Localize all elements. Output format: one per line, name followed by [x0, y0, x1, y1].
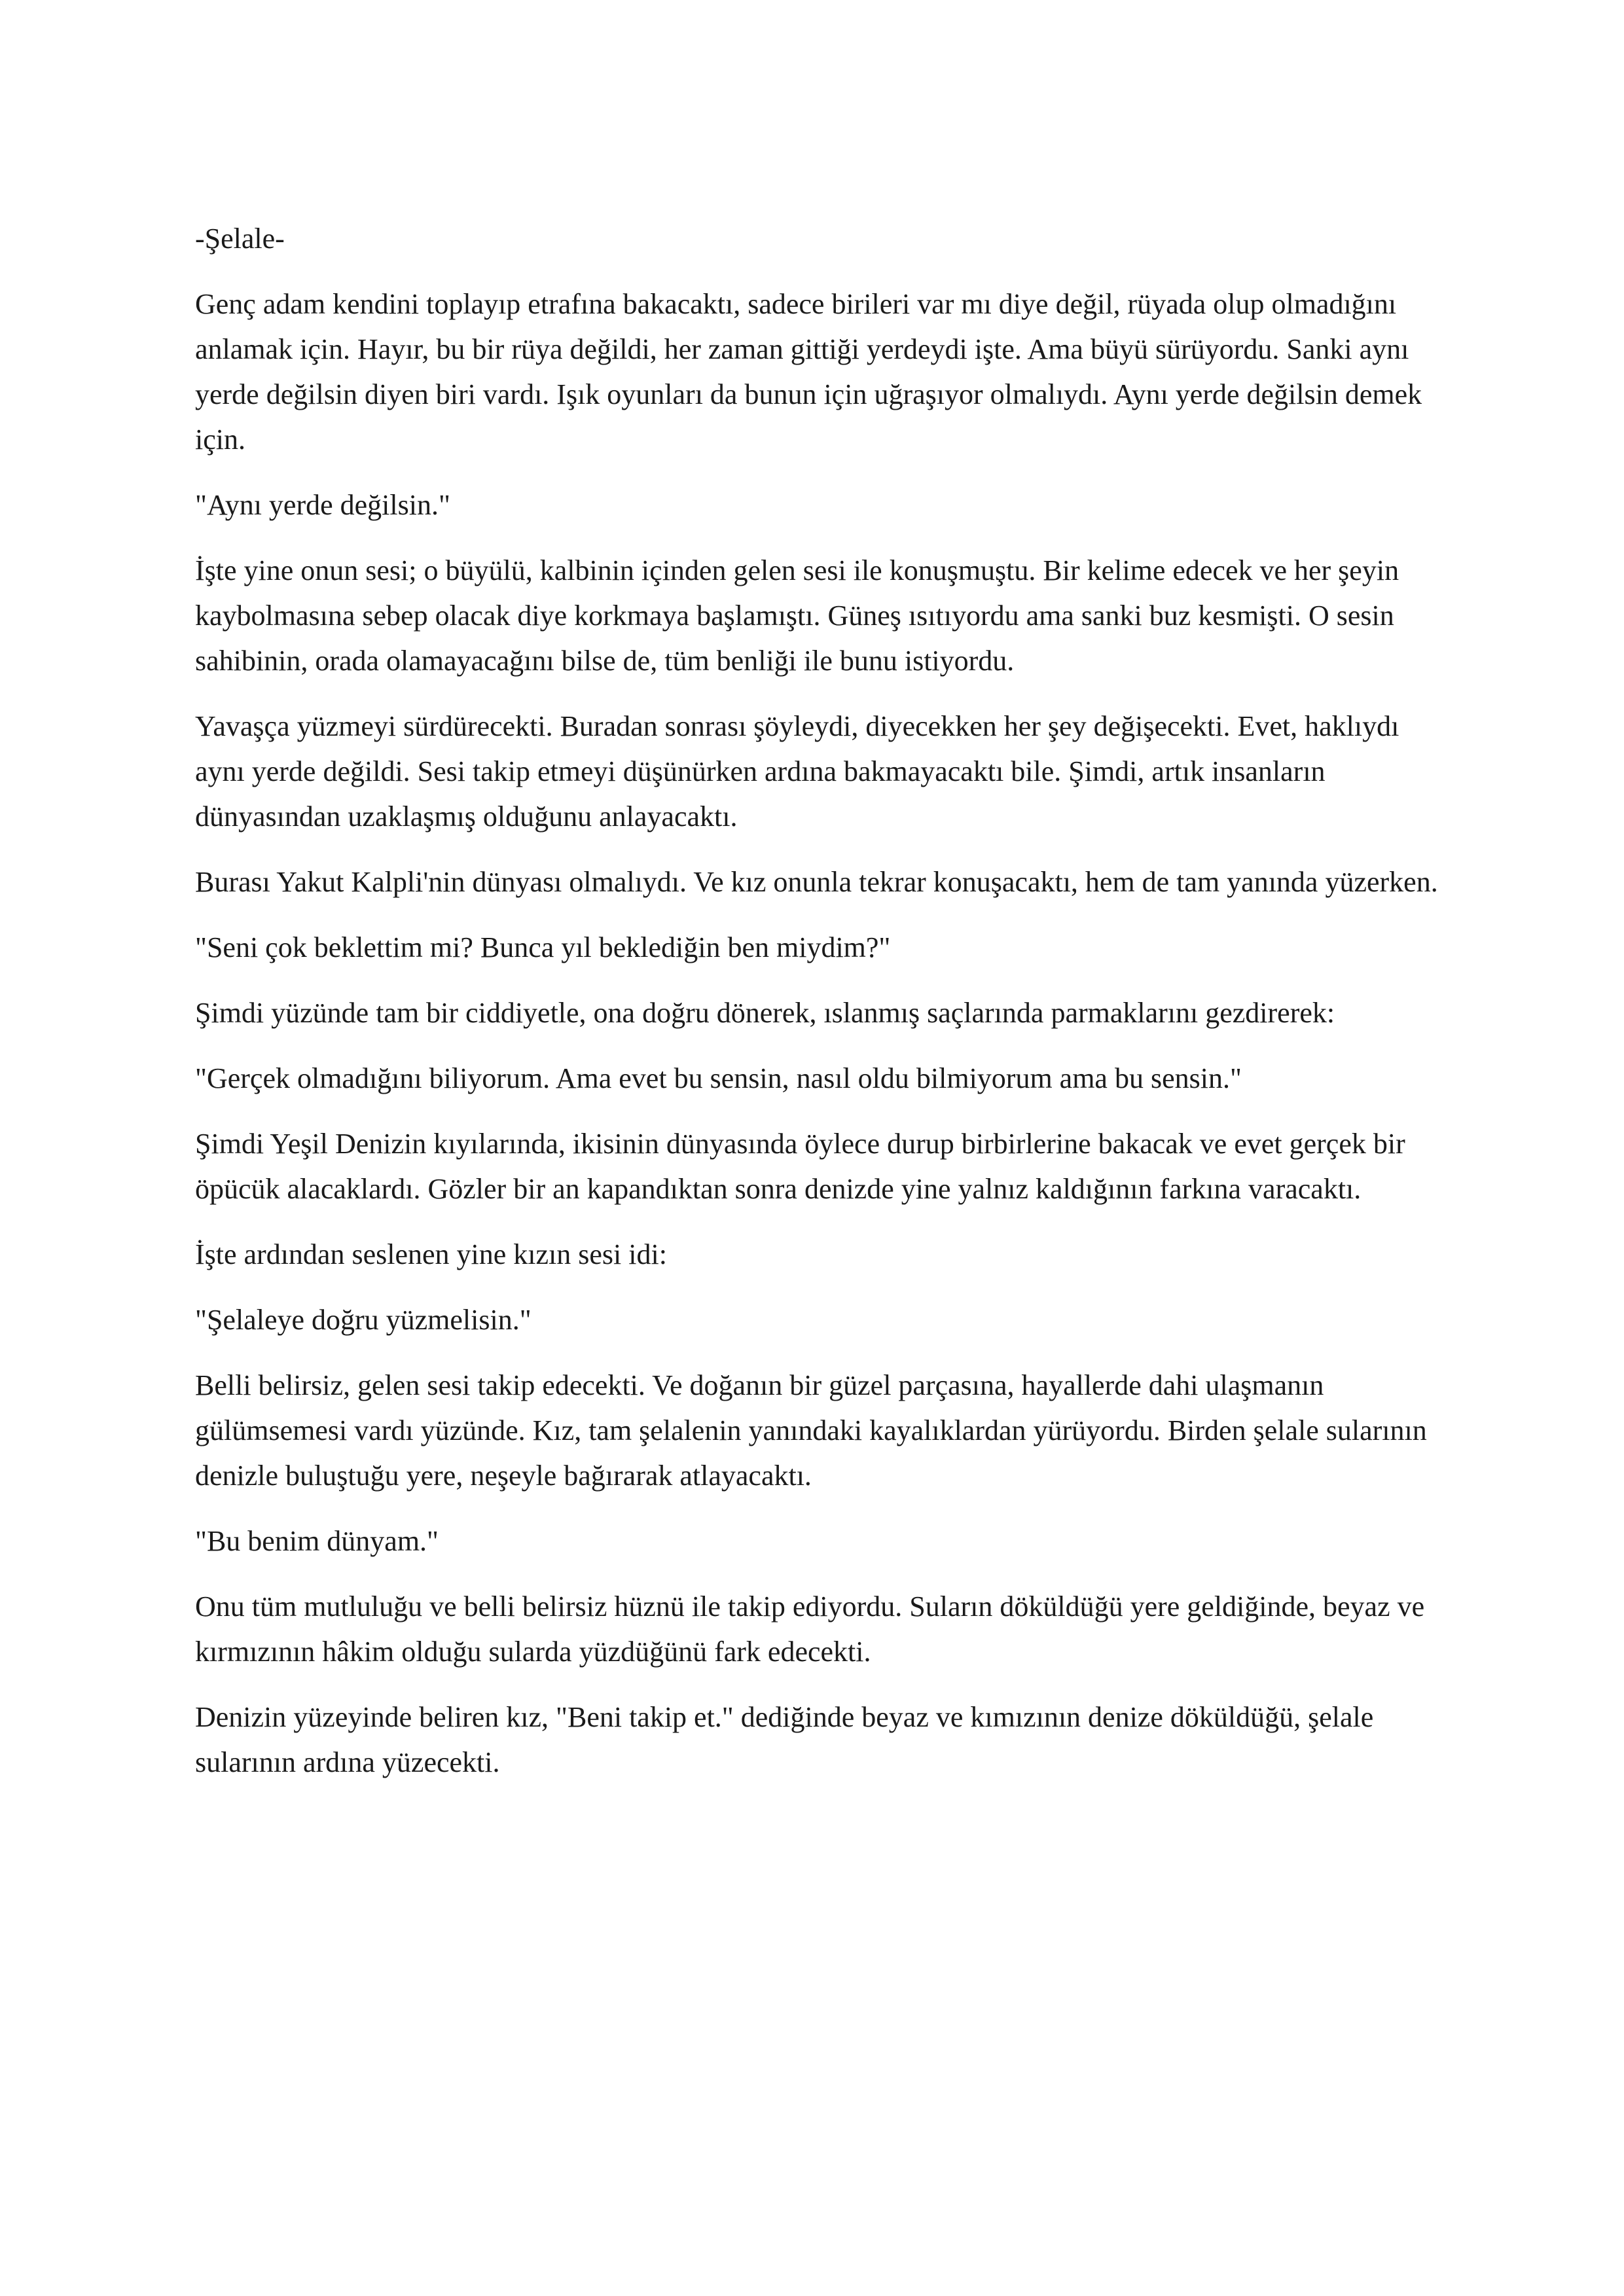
document-title: -Şelale-: [195, 223, 285, 255]
document-body: [195, 216, 1439, 1805]
paragraph-3: İşte yine onun sesi; o büyülü, kalbinin içinden gelen sesi ile konuşmuştu. Bir kelime edecek ve her şeyin kaybolmasına sebep olacak diye korkmaya başlamıştı. Güneş ısıtıyordu ama sanki buz kesmişti. O sesin sahibinin, orada olamayacağını bilse de, tüm benliği ile bunu istiyordu.: [195, 554, 1399, 677]
paragraph-8: "Gerçek olmadığını biliyorum. Ama evet bu sensin, nasıl oldu bilmiyorum ama bu sensin.": [195, 1062, 1242, 1094]
paragraph-4: Yavaşça yüzmeyi sürdürecekti. Buradan sonrası şöyleydi, diyecekken her şey değişecekti. Evet, haklıydı aynı yerde değildi. Sesi takip etmeyi düşünürken ardına bakmayacaktı bile. Şimdi, artık insanların dünyasından uzaklaşmış olduğunu anlayacaktı.: [195, 710, 1399, 833]
paragraph-10: İşte ardından seslenen yine kızın sesi idi:: [195, 1238, 667, 1270]
paragraph-6: "Seni çok beklettim mi? Bunca yıl beklediğin ben miydim?": [195, 931, 891, 963]
paragraph-7: Şimdi yüzünde tam bir ciddiyetle, ona doğru dönerek, ıslanmış saçlarında parmaklarını gezdirerek:: [195, 997, 1335, 1029]
paragraph-11: "Şelaleye doğru yüzmelisin.": [195, 1304, 532, 1336]
paragraph-9: Şimdi Yeşil Denizin kıyılarında, ikisinin dünyasında öylece durup birbirlerine bakacak ve evet gerçek bir öpücük alacaklardı. Gözler bir an kapandıktan sonra denizde yine yalnız kaldığının farkına varacaktı.: [195, 1128, 1405, 1205]
paragraph-12: Belli belirsiz, gelen sesi takip edecekti. Ve doğanın bir güzel parçasına, hayallerde dahi ulaşmanın gülümsemesi vardı yüzünde. Kız, tam şelalenin yanındaki kayalıklardan yürüyordu. Birden şelale sularının denizle buluştuğu yere, neşeyle bağırarak atlayacaktı.: [195, 1369, 1427, 1492]
paragraph-5: Burası Yakut Kalpli'nin dünyası olmalıydı. Ve kız onunla tekrar konuşacaktı, hem de tam yanında yüzerken.: [195, 866, 1438, 898]
paragraph-13: "Bu benim dünyam.": [195, 1525, 439, 1557]
paragraph-14: Onu tüm mutluluğu ve belli belirsiz hüznü ile takip ediyordu. Suların döküldüğü yere geldiğinde, beyaz ve kırmızının hâkim olduğu sularda yüzdüğünü fark edecekti.: [195, 1590, 1425, 1668]
paragraph-2: "Aynı yerde değilsin.": [195, 489, 450, 521]
paragraph-15: Denizin yüzeyinde beliren kız, "Beni takip et." dediğinde beyaz ve kımızının denize döküldüğü, şelale sularının ardına yüzecekti.: [195, 1701, 1374, 1778]
paragraph-1: Genç adam kendini toplayıp etrafına bakacaktı, sadece birileri var mı diye değil, rüyada olup olmadığını anlamak için. Hayır, bu bir rüya değildi, her zaman gittiği yerdeydi işte. Ama büyü sürüyordu. Sanki aynı yerde değilsin diyen biri vardı. Işık oyunları da bunun için uğraşıyor olmalıydı. Aynı yerde değilsin demek için.: [195, 288, 1422, 456]
